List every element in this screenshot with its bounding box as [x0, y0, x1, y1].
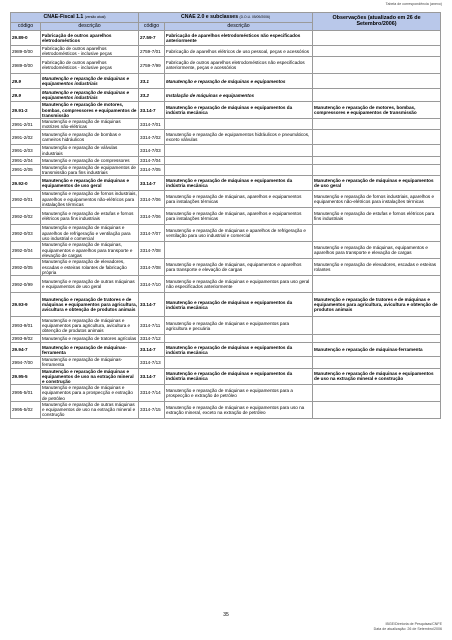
- cell-code-a: 2989-0/00: [11, 57, 41, 74]
- cell-description-b: Manutenção e reparação de máquinas e equipamentos para uso na extração mineral, exceto na extração de petróleo: [165, 401, 313, 418]
- cell-code-b: 3314-7/13: [139, 357, 165, 368]
- col-codigo-b: código: [139, 23, 165, 31]
- cell-code-a: 2995-5/02: [11, 401, 41, 418]
- cell-code-a: 2993-9/02: [11, 335, 41, 343]
- cell-code-a: 2992-0/03: [11, 225, 41, 242]
- cell-observacao: [313, 130, 441, 145]
- cell-code-a: 29.94-7: [11, 343, 41, 357]
- cell-observacao: [313, 276, 441, 293]
- cell-code-b: 33.14-7: [139, 293, 165, 317]
- table-row: [11, 164, 441, 175]
- table-row: [11, 89, 441, 102]
- cell-code-a: 2995-5/01: [11, 385, 41, 402]
- cell-code-b: 2759-7/99: [139, 57, 165, 74]
- cnae-20-header: CNAE 2.0 e subclasses (D.O.U. 05/09/2006): [139, 13, 313, 23]
- cell-description-a: Manutenção e reparação de elevadores, escadas e esteiras rolantes de fabricação própria: [41, 259, 139, 276]
- footer-date: Data de atualização: 26 de Setembro/2006: [373, 626, 442, 631]
- cell-observacao: Manutenção e reparação de motores, bombas, compressores e equipamentos de transmissão: [313, 102, 441, 119]
- cell-code-a: 2992-0/05: [11, 259, 41, 276]
- cell-code-a: 29.9: [11, 74, 41, 89]
- table-row: [11, 156, 441, 164]
- cell-code-b: 33.1: [139, 74, 165, 89]
- cell-code-b: 3314-7/05: [139, 164, 165, 175]
- table-row: [11, 276, 441, 293]
- cell-description-b: Manutenção e reparação de máquinas e equipamentos para agricultura e pecuária: [165, 317, 313, 335]
- table-row: [11, 191, 441, 208]
- cell-observacao: [313, 164, 441, 175]
- cell-code-a: 29.93-9: [11, 293, 41, 317]
- table-row: [11, 293, 441, 317]
- table-row: [11, 176, 441, 191]
- table-row: [11, 343, 441, 357]
- col-descricao-a: descrição: [41, 23, 139, 31]
- cell-observacao: Manutenção e reparação de estufas e fornos elétricos para fins industriais: [313, 208, 441, 225]
- cell-code-a: 2991-2/04: [11, 156, 41, 164]
- cell-code-b: 2759-7/01: [139, 46, 165, 57]
- cell-description-b: Manutenção e reparação de equipamentos hidráulicos e pneumáticos, exceto válvulas: [165, 130, 313, 145]
- cell-description-a: Manutenção e reparação de máquinas e equipamentos industriais: [41, 74, 139, 89]
- table-row: [11, 130, 441, 145]
- cell-code-a: 29.91-2: [11, 102, 41, 119]
- cell-description-b: Manutenção e reparação de máquinas e equipamentos: [165, 74, 313, 89]
- table-row: [11, 357, 441, 368]
- cell-code-b: 3314-7/08: [139, 259, 165, 276]
- table-row: [11, 46, 441, 57]
- cell-code-a: 2991-2/03: [11, 145, 41, 156]
- cell-description-a: Manutenção e reparação de máquinas-ferramenta: [41, 357, 139, 368]
- cell-code-b: 33.14-7: [139, 102, 165, 119]
- cell-observacao: Manutenção e reparação de máquinas-ferramenta: [313, 343, 441, 357]
- cell-code-b: 33.14-7: [139, 343, 165, 357]
- cell-description-a: Manutenção e reparação de máquinas e equipamentos de uso geral: [41, 176, 139, 191]
- footer-source: IBGE/Diretoria de Pesquisas/CNFE: [385, 622, 442, 626]
- cell-code-a: 2991-2/05: [11, 164, 41, 175]
- cell-description-a: Manutenção e reparação de compressores: [41, 156, 139, 164]
- table-row: [11, 102, 441, 119]
- cell-code-a: 2989-0/00: [11, 46, 41, 57]
- cell-code-b: 3314-7/07: [139, 225, 165, 242]
- cell-description-a: Manutenção e reparação de outras máquinas e equipamentos de uso geral: [41, 276, 139, 293]
- table-row: [11, 31, 441, 46]
- col-descricao-b: descrição: [165, 23, 313, 31]
- cell-description-b: Instalação de máquinas e equipamentos: [165, 89, 313, 102]
- table-row: [11, 242, 441, 259]
- cell-code-b: 3314-7/03: [139, 145, 165, 156]
- cell-description-b: Fabricação de aparelhos elétricos de uso pessoal, peças e acessórios: [165, 46, 313, 57]
- cell-observacao: [313, 74, 441, 89]
- cell-code-b: 3314-7/06: [139, 191, 165, 208]
- table-row: [11, 145, 441, 156]
- cell-description-a: Manutenção e reparação de máquinas-ferramenta: [41, 343, 139, 357]
- cell-code-b: 3314-7/10: [139, 276, 165, 293]
- cell-code-b: 3314-7/02: [139, 130, 165, 145]
- cell-code-a: 29.89-0: [11, 31, 41, 46]
- cell-description-a: Manutenção e reparação de bombas e carneiros hidráulicos: [41, 130, 139, 145]
- cell-code-a: 2992-0/99: [11, 276, 41, 293]
- cell-observacao: [313, 156, 441, 164]
- cell-description-b: [165, 119, 313, 130]
- cell-description-b: [165, 145, 313, 156]
- cell-code-b: 33.2: [139, 89, 165, 102]
- cell-code-b: 33.14-7: [139, 176, 165, 191]
- cell-description-b: Manutenção e reparação de máquinas e equipamentos para a prospecção e extração de petróleo: [165, 385, 313, 402]
- cell-code-a: 2992-0/01: [11, 191, 41, 208]
- table-row: [11, 74, 441, 89]
- cell-observacao: [313, 335, 441, 343]
- cell-code-a: 2991-2/01: [11, 119, 41, 130]
- cell-description-a: Manutenção e reparação de tratores e de máquinas e equipamentos para agricultura, avicultura e obtenção de produtos animais: [41, 293, 139, 317]
- corner-note: Tabela de correspondência (anexo): [385, 2, 442, 6]
- cell-code-a: 2993-9/01: [11, 317, 41, 335]
- cell-description-b: [165, 156, 313, 164]
- cell-code-b: 33.14-7: [139, 368, 165, 385]
- cell-code-b: 3314-7/06: [139, 208, 165, 225]
- cell-observacao: [313, 89, 441, 102]
- cell-description-a: Manutenção e reparação de máquinas e aparelhos de refrigeração e ventilação para uso industrial e comercial: [41, 225, 139, 242]
- cell-description-b: Manutenção e reparação de máquinas e equipamentos da indústria mecânica: [165, 343, 313, 357]
- cell-code-b: 3314-7/08: [139, 242, 165, 259]
- cell-description-a: Manutenção e reparação de máquinas e equipamentos para a prospecção e extração de petróleo: [41, 385, 139, 402]
- cell-observacao: [313, 31, 441, 46]
- table-row: [11, 335, 441, 343]
- cell-description-b: [165, 242, 313, 259]
- cell-description-a: Manutenção e reparação de tratores agrícolas: [41, 335, 139, 343]
- cell-description-a: Manutenção e reparação de máquinas, equipamentos e aparelhos para transporte e elevação de cargas: [41, 242, 139, 259]
- col-codigo-a: código: [11, 23, 41, 31]
- cell-code-b: 3314-7/11: [139, 317, 165, 335]
- cell-description-b: [165, 335, 313, 343]
- cell-code-b: 27.59-7: [139, 31, 165, 46]
- cell-description-b: Manutenção e reparação de máquinas, equipamentos e aparelhos para transporte e elevação de cargas: [165, 259, 313, 276]
- correspondence-table: [10, 12, 441, 419]
- cell-description-b: [165, 164, 313, 175]
- cell-description-b: Manutenção e reparação de máquinas e equipamentos para uso geral não especificados anteriormente: [165, 276, 313, 293]
- cell-observacao: Manutenção e reparação de máquinas e equipamentos de uso geral: [313, 176, 441, 191]
- cell-observacao: [313, 46, 441, 57]
- cell-observacao: Manutenção e reparação de tratores e de máquinas e equipamentos para agricultura, avicultura e obtenção de produtos animais: [313, 293, 441, 317]
- cell-observacao: Manutenção e reparação de máquinas, equipamentos e aparelhos para transporte e elevação de cargas: [313, 242, 441, 259]
- cell-code-a: 2992-0/02: [11, 208, 41, 225]
- table-body: [11, 31, 441, 419]
- table-row: [11, 368, 441, 385]
- cell-description-a: Fabricação de outros aparelhos eletrodomésticos - inclusive peças: [41, 46, 139, 57]
- cell-description-b: Manutenção e reparação de máquinas, aparelhos e equipamentos para instalações térmicas: [165, 191, 313, 208]
- cell-observacao: Manutenção e reparação de fornos industriais, aparelhos e equipamentos não-elétricos para instalações térmicas: [313, 191, 441, 208]
- cell-code-b: 3314-7/14: [139, 385, 165, 402]
- cell-description-b: Manutenção e reparação de máquinas e equipamentos da indústria mecânica: [165, 102, 313, 119]
- cell-observacao: [313, 357, 441, 368]
- cell-observacao: [313, 317, 441, 335]
- cell-observacao: Manutenção e reparação de máquinas e equipamentos de uso na extração mineral e construção: [313, 368, 441, 385]
- cell-code-a: 2992-0/04: [11, 242, 41, 259]
- cell-observacao: [313, 385, 441, 402]
- cell-description-b: Manutenção e reparação de máquinas e equipamentos da indústria mecânica: [165, 176, 313, 191]
- cell-description-a: Manutenção e reparação de máquinas e equipamentos para agricultura, avicultura e obtenção de produtos animais: [41, 317, 139, 335]
- footer: [374, 622, 442, 631]
- cell-observacao: Manutenção e reparação de elevadores, escadas e esteiras rolantes: [313, 259, 441, 276]
- cell-description-b: Fabricação de outros aparelhos eletrodomésticos não especificados anteriormente, peças e acessórios: [165, 57, 313, 74]
- page-number: 35: [223, 612, 229, 618]
- cell-code-b: 3314-7/12: [139, 335, 165, 343]
- cell-description-a: Manutenção e reparação de motores, bombas, compressores e equipamentos de transmissão: [41, 102, 139, 119]
- cell-observacao: [313, 225, 441, 242]
- cell-description-a: Manutenção e reparação de válvulas industriais: [41, 145, 139, 156]
- table-row: [11, 119, 441, 130]
- table-row: [11, 385, 441, 402]
- cell-description-b: Manutenção e reparação de máquinas e equipamentos da indústria mecânica: [165, 368, 313, 385]
- cell-description-a: Manutenção e reparação de estufas e fornos elétricos para fins industriais: [41, 208, 139, 225]
- table-row: [11, 208, 441, 225]
- cell-observacao: [313, 57, 441, 74]
- cell-description-b: Manutenção e reparação de máquinas, aparelhos e equipamentos para instalações térmicas: [165, 208, 313, 225]
- cell-description-a: Manutenção e reparação de fornos industriais, aparelhos e equipamentos não-elétricos para instalações térmicas: [42, 191, 137, 207]
- observacoes-header: Observações (atualizado em 26 de Setembro/2006): [313, 13, 441, 31]
- table-row: [11, 401, 441, 418]
- cell-description-b: [165, 357, 313, 368]
- cell-code-a: 29.92-0: [11, 176, 41, 191]
- cell-description-a: Manutenção e reparação de máquinas e equipamentos industriais: [41, 89, 139, 102]
- table-row: [11, 259, 441, 276]
- cnae-fiscal-header: CNAE-Fiscal 1.1 (versão atual): [11, 13, 139, 23]
- table-group-header: [11, 13, 441, 23]
- cell-observacao: [313, 119, 441, 130]
- cell-description-a: Fabricação de outros aparelhos eletrodomésticos - inclusive peças: [41, 57, 139, 74]
- cell-description-b: Manutenção e reparação de máquinas e equipamentos da indústria mecânica: [165, 293, 313, 317]
- cell-code-a: 29.9: [11, 89, 41, 102]
- cell-code-b: 3314-7/15: [139, 401, 165, 418]
- cell-code-b: 3314-7/01: [139, 119, 165, 130]
- table-row: [11, 317, 441, 335]
- cell-description-a: Manutenção e reparação de máquinas motrizes não-elétricas: [41, 119, 139, 130]
- cell-code-a: 2991-2/02: [11, 130, 41, 145]
- cell-observacao: [313, 401, 441, 418]
- table-row: [11, 225, 441, 242]
- cell-description-b: Manutenção e reparação de máquinas e aparelhos de refrigeração e ventilação para uso industrial e comercial: [165, 225, 313, 242]
- cell-description-a: Manutenção e reparação de máquinas e equipamentos de uso na extração mineral e construção: [41, 368, 139, 385]
- cell-description-b: Fabricação de aparelhos eletrodomésticos não especificados anteriormente: [165, 31, 313, 46]
- cell-observacao: [313, 145, 441, 156]
- cell-code-a: 2994-7/00: [11, 357, 41, 368]
- cell-description-a: Fabricação de outros aparelhos eletrodomésticos: [41, 31, 139, 46]
- cell-code-a: 29.95-5: [11, 368, 41, 385]
- cell-description-a: Manutenção e reparação de outras máquinas e equipamentos de uso na extração mineral e construção: [41, 401, 139, 418]
- cell-code-b: 3314-7/04: [139, 156, 165, 164]
- table-row: [11, 57, 441, 74]
- cell-description-a: Manutenção e reparação de equipamentos de transmissão para fins industriais: [41, 164, 139, 175]
